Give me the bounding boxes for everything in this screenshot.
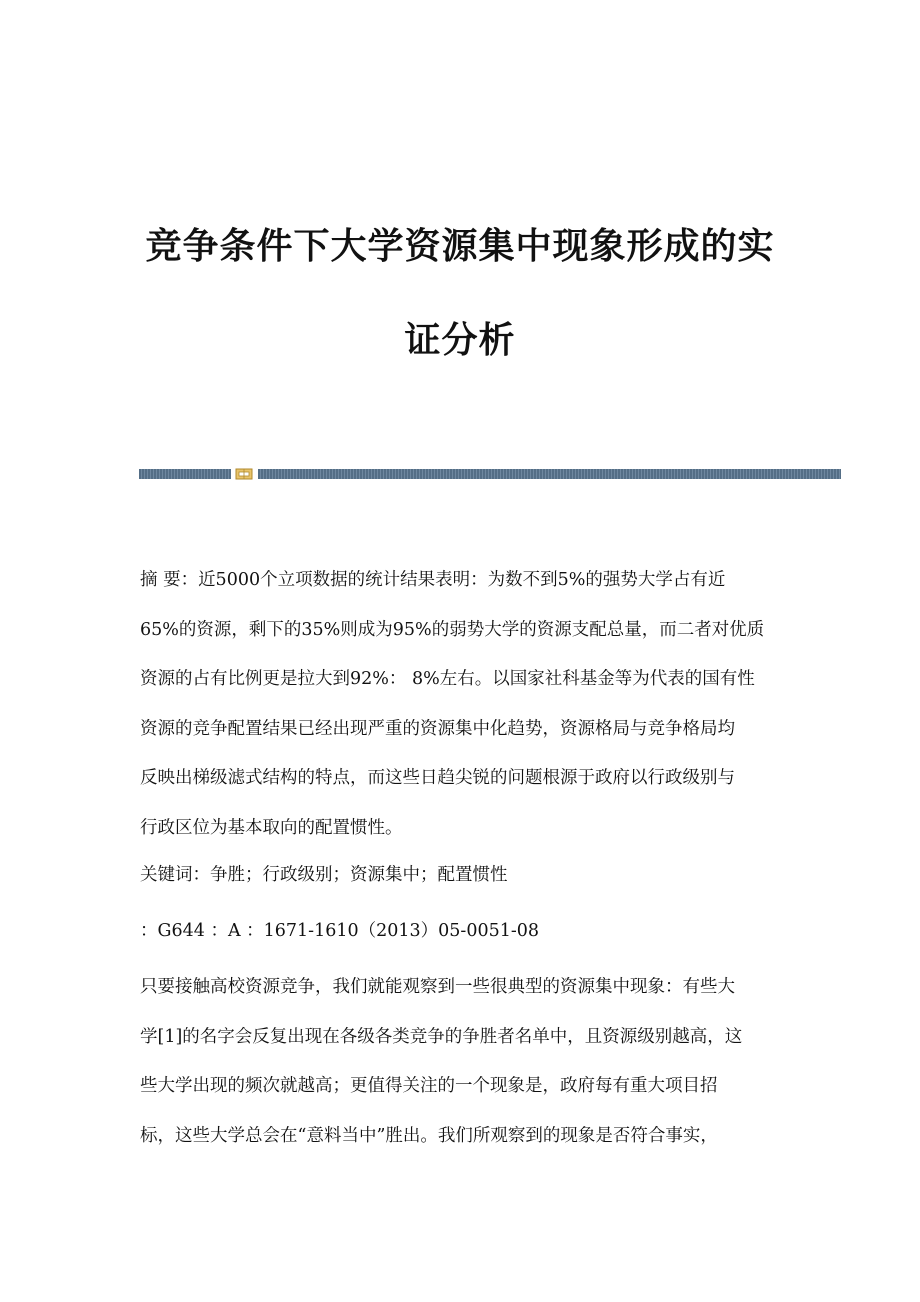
abstract-line: 摘 要：近5000个立项数据的统计结果表明：为数不到5%的强势大学占有近: [140, 570, 726, 590]
divider-ornament-icon: [235, 467, 253, 481]
abstract-paragraph: [140, 556, 790, 854]
paper-title-line-2: 证分析: [404, 320, 516, 361]
body-line: 标，这些大学总会在“意料当中”胜出。我们所观察到的现象是否符合事实，: [140, 1125, 718, 1146]
abstract-line: 资源的竞争配置结果已经出现严重的资源集中化趋势，资源格局与竞争格局均: [140, 718, 735, 739]
body-paragraph: [140, 963, 790, 1161]
keywords-line: 关键词：争胜；行政级别；资源集中；配置惯性: [140, 865, 508, 885]
abstract-line: 资源的占有比例更是拉大到92%： 8%左右。以国家社科基金等为代表的国有性: [140, 669, 755, 690]
body-line: 只要接触高校资源竞争，我们就能观察到一些很典型的资源集中现象：有些大: [140, 977, 735, 997]
keywords-paragraph: [140, 851, 790, 901]
abstract-line: 65%的资源，剩下的35%则成为95%的弱势大学的资源支配总量，而二者对优质: [140, 619, 765, 640]
classification-line: ：G644 ：A ：1671-1610（2013）05-0051-08: [140, 921, 540, 941]
body-line: 学[1]的名字会反复出现在各级各类竞争的争胜者名单中，且资源级别越高，这: [140, 1026, 743, 1047]
body-line: 些大学出现的频次就越高；更值得关注的一个现象是，政府每有重大项目招: [140, 1076, 718, 1097]
abstract-line: 反映出梯级滤式结构的特点，而这些日趋尖锐的问题根源于政府以行政级别与: [140, 768, 735, 789]
title-divider-left: [139, 469, 231, 479]
title-divider-right: [258, 469, 841, 479]
abstract-line: 行政区位为基本取向的配置惯性。: [140, 817, 403, 838]
classification-paragraph: [140, 907, 790, 957]
paper-title-line-1: 竞争条件下大学资源集中现象形成的实: [145, 226, 775, 267]
